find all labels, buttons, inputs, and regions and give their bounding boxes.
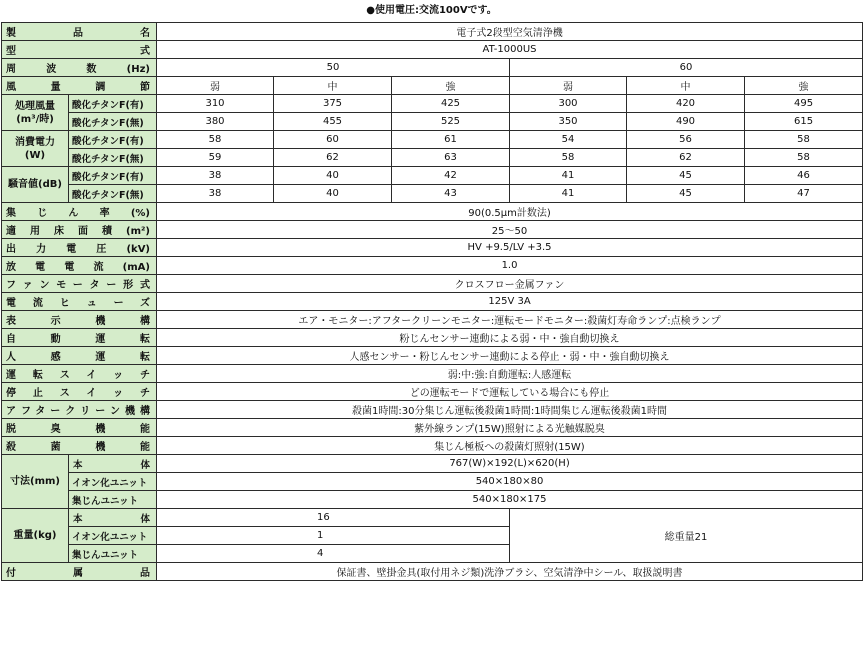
weight-total: 総重量21: [510, 509, 863, 563]
spec-row-value: 25〜50: [157, 221, 863, 239]
spec-row-label: 殺菌機能: [2, 437, 157, 455]
weight-ion-label: イオン化ユニット: [69, 527, 157, 545]
spec-row-value: 人感センサー・粉じんセンサー連動による停止・弱・中・強自動切換え: [157, 347, 863, 365]
speed-cell: 弱: [510, 77, 627, 95]
value-cell: 62: [627, 149, 745, 167]
spec-row-label: 適用床面積(m²): [2, 221, 157, 239]
tio2-off-label: 酸化チタンF(無): [69, 113, 157, 131]
spec-row-label: 表示機構: [2, 311, 157, 329]
value-cell: 41: [510, 185, 627, 203]
value-cell: 490: [627, 113, 745, 131]
value-cell: 62: [274, 149, 392, 167]
spec-row-label: アフタークリーン機構: [2, 401, 157, 419]
freq-50: 50: [157, 59, 510, 77]
spec-row-value: 90(0.5μm計数法): [157, 203, 863, 221]
value-cell: 59: [157, 149, 274, 167]
value-cell: 58: [745, 131, 863, 149]
spec-row-label: ファンモーター形式: [2, 275, 157, 293]
spec-row-value: エア・モニター:アフタークリーンモニター:運転モードモニター:殺菌灯寿命ランプ:点検ランプ: [157, 311, 863, 329]
value-cell: 455: [274, 113, 392, 131]
noise-label: 騒音値(dB): [2, 167, 69, 203]
voltage-note: ●使用電圧:交流100Vです。: [366, 5, 497, 16]
tio2-off-label: 酸化チタンF(無): [69, 149, 157, 167]
spec-table: [1, 22, 863, 581]
freq-60: 60: [510, 59, 863, 77]
weight-coll-label: 集じんユニット: [69, 545, 157, 563]
model-value: AT-1000US: [157, 41, 863, 59]
speed-cell: 中: [274, 77, 392, 95]
spec-row-label: 運転スイッチ: [2, 365, 157, 383]
spec-row-value: 1.0: [157, 257, 863, 275]
value-cell: 40: [274, 185, 392, 203]
value-cell: 56: [627, 131, 745, 149]
value-cell: 300: [510, 95, 627, 113]
spec-row-value: クロスフロー金属ファン: [157, 275, 863, 293]
value-cell: 420: [627, 95, 745, 113]
value-cell: 47: [745, 185, 863, 203]
spec-row-label: 脱臭機能: [2, 419, 157, 437]
dims-body-value: 767(W)×192(L)×620(H): [157, 455, 863, 473]
value-cell: 38: [157, 185, 274, 203]
value-cell: 54: [510, 131, 627, 149]
value-cell: 40: [274, 167, 392, 185]
tio2-on-label: 酸化チタンF(有): [69, 167, 157, 185]
value-cell: 38: [157, 167, 274, 185]
weight-body-value: 16: [157, 509, 510, 527]
weight-body-label: 本体: [69, 509, 157, 527]
dims-ion-value: 540×180×80: [157, 473, 863, 491]
dims-coll-value: 540×180×175: [157, 491, 863, 509]
flow-label: 処理風量(m³/時): [2, 95, 69, 131]
dims-body-label: 本体: [69, 455, 157, 473]
value-cell: 350: [510, 113, 627, 131]
tio2-on-label: 酸化チタンF(有): [69, 131, 157, 149]
freq-label: 周波数(Hz): [2, 59, 157, 77]
name-label: 製品名: [2, 23, 157, 41]
weight-coll-value: 4: [157, 545, 510, 563]
spec-row-value: 粉じんセンサー連動による弱・中・強自動切換え: [157, 329, 863, 347]
value-cell: 41: [510, 167, 627, 185]
value-cell: 310: [157, 95, 274, 113]
value-cell: 42: [392, 167, 510, 185]
speed-cell: 中: [627, 77, 745, 95]
spec-row-label: 電流ヒューズ: [2, 293, 157, 311]
value-cell: 45: [627, 185, 745, 203]
weight-ion-value: 1: [157, 527, 510, 545]
tio2-on-label: 酸化チタンF(有): [69, 95, 157, 113]
spec-row-label: 自動運転: [2, 329, 157, 347]
name-value: 電子式2段型空気清浄機: [157, 23, 863, 41]
weight-label: 重量(kg): [2, 509, 69, 563]
value-cell: 45: [627, 167, 745, 185]
value-cell: 615: [745, 113, 863, 131]
spec-row-value: 殺菌1時間:30分集じん運転後殺菌1時間:1時間集じん運転後殺菌1時間: [157, 401, 863, 419]
spec-row-value: 集じん極板への殺菌灯照射(15W): [157, 437, 863, 455]
value-cell: 375: [274, 95, 392, 113]
value-cell: 61: [392, 131, 510, 149]
value-cell: 495: [745, 95, 863, 113]
spec-row-label: 出力電圧(kV): [2, 239, 157, 257]
value-cell: 58: [510, 149, 627, 167]
value-cell: 425: [392, 95, 510, 113]
dims-label: 寸法(mm): [2, 455, 69, 509]
spec-row-label: 放電電流(mA): [2, 257, 157, 275]
value-cell: 43: [392, 185, 510, 203]
value-cell: 525: [392, 113, 510, 131]
spec-row-label: 停止スイッチ: [2, 383, 157, 401]
value-cell: 380: [157, 113, 274, 131]
speed-cell: 弱: [157, 77, 274, 95]
spec-row-value: HV +9.5/LV +3.5: [157, 239, 863, 257]
spec-row-value: 紫外線ランプ(15W)照射による光触媒脱臭: [157, 419, 863, 437]
power-label: 消費電力(W): [2, 131, 69, 167]
value-cell: 58: [745, 149, 863, 167]
speed-cell: 強: [745, 77, 863, 95]
dims-coll-label: 集じんユニット: [69, 491, 157, 509]
spec-row-label: 集じん率(%): [2, 203, 157, 221]
accessories-label: 付属品: [2, 563, 157, 581]
spec-row-value: 弱:中:強:自動運転:人感運転: [157, 365, 863, 383]
value-cell: 60: [274, 131, 392, 149]
tio2-off-label: 酸化チタンF(無): [69, 185, 157, 203]
value-cell: 63: [392, 149, 510, 167]
accessories-value: 保証書、壁掛金具(取付用ネジ類)洗浄ブラシ、空気清浄中シール、取扱説明書: [157, 563, 863, 581]
speed-cell: 強: [392, 77, 510, 95]
value-cell: 46: [745, 167, 863, 185]
dims-ion-label: イオン化ユニット: [69, 473, 157, 491]
spec-row-value: どの運転モードで運転している場合にも停止: [157, 383, 863, 401]
spec-row-value: 125V 3A: [157, 293, 863, 311]
model-label: 型式: [2, 41, 157, 59]
fan-label: 風量調節: [2, 77, 157, 95]
value-cell: 58: [157, 131, 274, 149]
spec-row-label: 人感運転: [2, 347, 157, 365]
